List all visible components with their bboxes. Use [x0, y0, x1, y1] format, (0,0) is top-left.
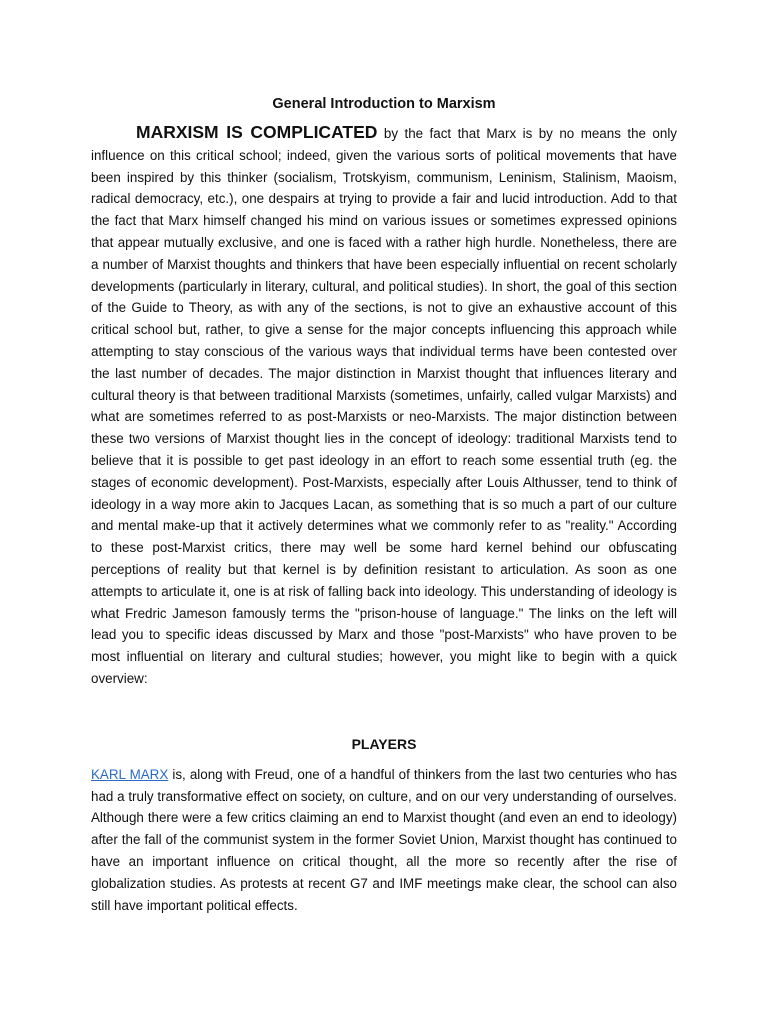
players-paragraph: [91, 764, 677, 917]
intro-lead: MARXISM IS COMPLICATED: [136, 122, 378, 142]
karl-marx-link[interactable]: KARL MARX: [91, 766, 169, 782]
document-page: [91, 94, 677, 916]
players-heading: PLAYERS: [351, 735, 417, 752]
intro-paragraph: [91, 122, 677, 690]
intro-body: by the fact that Marx is by no means the only influence on this critical school; indeed, given the various sorts of political movements that have been inspired by this thinker (socialism, Trotskyism, communism, Leninism, Stalinism, Maoism, radical democracy, etc.), one despairs at trying to provide a fair and lucid introduction. Add to that the fact that Marx himself changed his mind on various issues or sometimes expressed opinions that appear mutually exclusive, and one is faced with a rather high hurdle. Nonetheless, there are a number of Marxist thoughts and thinkers that have been especially influential on recent scholarly developments (particularly in literary, cultural, and political studies). In short, the goal of this section of the Guide to Theory, as with any of the sections, is not to give an exhaustive account of this critical school but, rather, to give a sense for the major concepts influencing this approach while attempting to stay conscious of the various ways that individual terms have been contested over the last number of decades. The major distinction in Marxist thought that influences literary and cultural theory is that between traditional Marxists (sometimes, unfairly, called vulgar Marxists) and what are sometimes referred to as post-Marxists or neo-Marxists. The major distinction between these two versions of Marxist thought lies in the concept of ideology: traditional Marxists tend to believe that it is possible to get past ideology in an effort to reach some essential truth (eg. the stages of economic development). Post-Marxists, especially after Louis Althusser, tend to think of ideology in a way more akin to Jacques Lacan, as something that is so much a part of our culture and mental make-up that it actively determines what we commonly refer to as "reality." According to these post-Marxist critics, there may well be some hard kernel behind our obfuscating perceptions of reality but that kernel is by definition resistant to articulation. As soon as one attempts to articulate it, one is at risk of falling back into ideology. This understanding of ideology is what Fredric Jameson famously terms the "prison-house of language." The links on the left will lead you to specific ideas discussed by Marx and those "post-Marxists" who have proven to be most influential on literary and cultural studies; however, you might like to begin with a quick overview:: [91, 126, 677, 686]
players-body: is, along with Freud, one of a handful of thinkers from the last two centuries who has had a truly transformative effect on society, on culture, and on our very understanding of ourselves. Although there were a few critics claiming an end to Marxist thought (and even an end to ideology) after the fall of the communist system in the former Soviet Union, Marxist thought has continued to have an important influence on critical thought, all the more so recently after the rise of globalization studies. As protests at recent G7 and IMF meetings make clear, the school can also still have important political effects.: [91, 766, 677, 913]
document-title: General Introduction to Marxism: [272, 96, 496, 112]
